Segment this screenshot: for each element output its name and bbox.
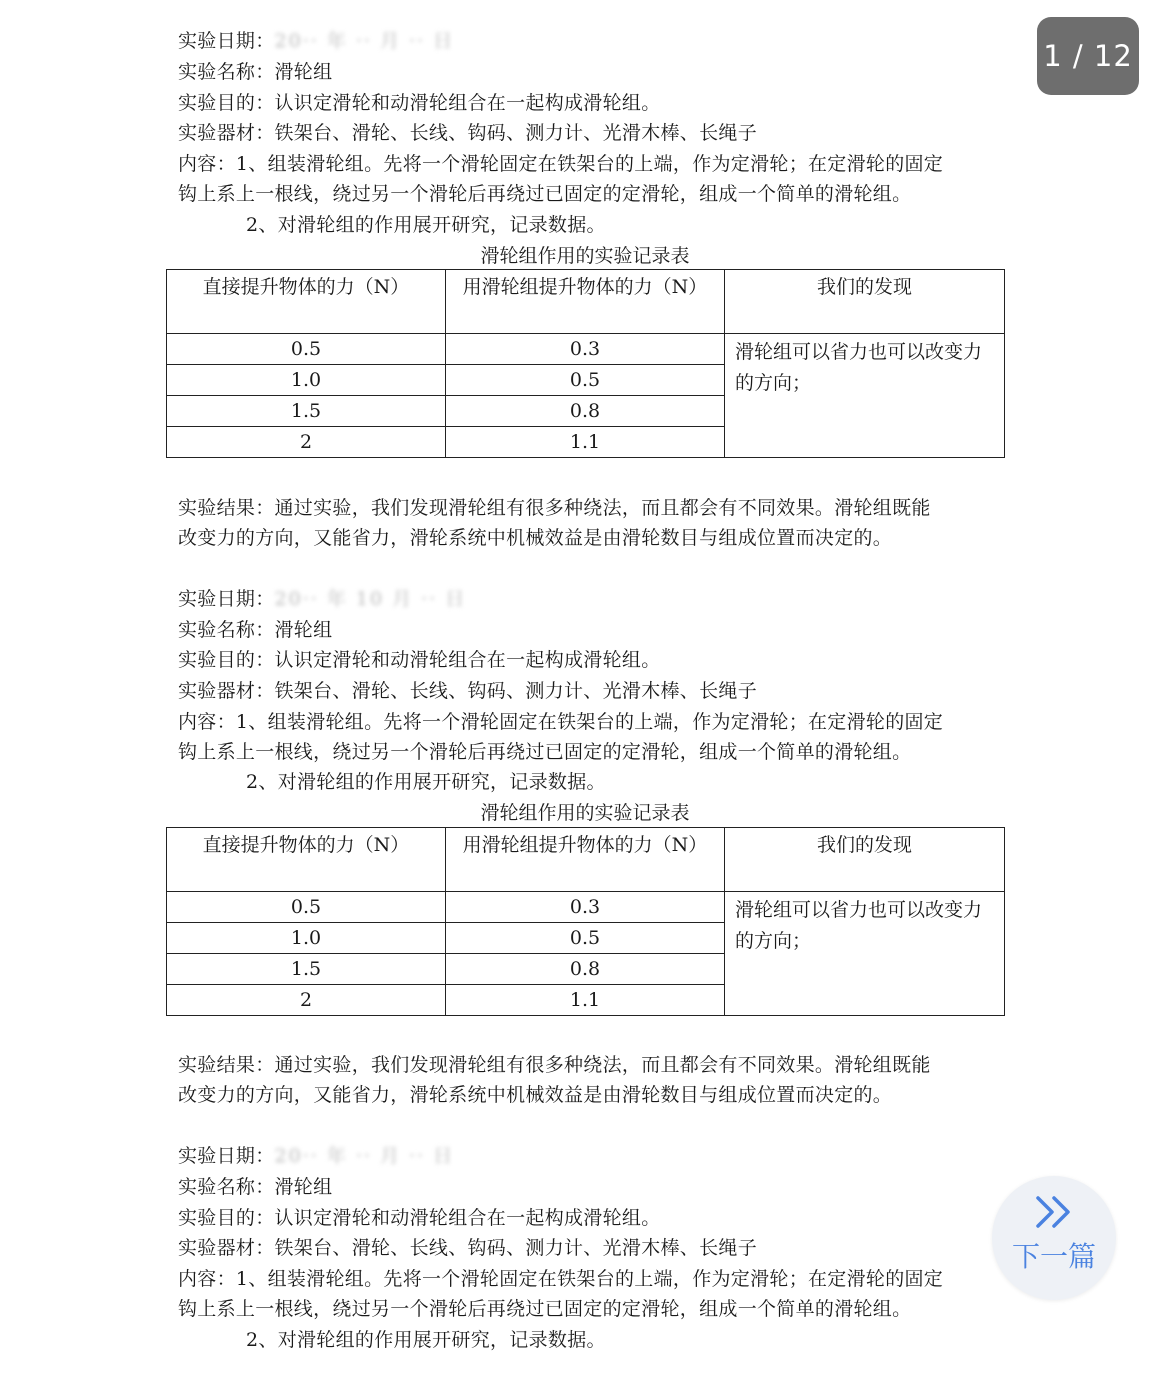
header-findings: 我们的发现 <box>725 270 1005 334</box>
table-row <box>167 334 1005 365</box>
header-direct-force: 直接提升物体的力（N） <box>167 828 446 892</box>
experiment-result: 实验结果：通过实验，我们发现滑轮组有很多种绕法，而且都会有不同效果。滑轮组既能 <box>178 1054 931 1076</box>
experiment-date <box>178 586 466 612</box>
experiment-content-2: 2、对滑轮组的作用展开研究，记录数据。 <box>246 771 606 793</box>
experiment-purpose: 实验目的：认识定滑轮和动滑轮组合在一起构成滑轮组。 <box>178 92 661 114</box>
table-title: 滑轮组作用的实验记录表 <box>480 245 690 267</box>
direct-force-cell: 1.0 <box>167 365 446 396</box>
experiment-name: 实验名称：滑轮组 <box>178 1176 333 1198</box>
findings-cell: 滑轮组可以省力也可以改变力的方向； <box>725 892 1005 1016</box>
pulley-force-cell: 1.1 <box>446 427 725 458</box>
experiment-equipment: 实验器材：铁架台、滑轮、长线、钩码、测力计、光滑木棒、长绳子 <box>178 1237 758 1259</box>
direct-force-cell: 1.0 <box>167 923 446 954</box>
experiment-result: 实验结果：通过实验，我们发现滑轮组有很多种绕法，而且都会有不同效果。滑轮组既能 <box>178 497 931 519</box>
pulley-force-cell: 0.5 <box>446 923 725 954</box>
experiment-content-1-cont: 钩上系上一根线，绕过另一个滑轮后再绕过已固定的定滑轮，组成一个简单的滑轮组。 <box>178 183 912 205</box>
findings-cell: 滑轮组可以省力也可以改变力的方向； <box>725 334 1005 458</box>
header-pulley-force: 用滑轮组提升物体的力（N） <box>446 828 725 892</box>
date-value-redacted: 20·· 年 10 月 ·· 日 <box>274 588 467 610</box>
table-title: 滑轮组作用的实验记录表 <box>480 802 690 824</box>
experiment-content-1: 内容：1、组装滑轮组。先将一个滑轮固定在铁架台的上端，作为定滑轮；在定滑轮的固定 <box>178 711 944 733</box>
date-label: 实验日期： <box>178 1145 275 1167</box>
date-value-redacted: 20·· 年 ·· 月 ·· 日 <box>274 30 455 52</box>
experiment-content-1: 内容：1、组装滑轮组。先将一个滑轮固定在铁架台的上端，作为定滑轮；在定滑轮的固定 <box>178 153 944 175</box>
experiment-date <box>178 28 454 54</box>
direct-force-cell: 1.5 <box>167 954 446 985</box>
experiment-equipment: 实验器材：铁架台、滑轮、长线、钩码、测力计、光滑木棒、长绳子 <box>178 122 758 144</box>
experiment-equipment: 实验器材：铁架台、滑轮、长线、钩码、测力计、光滑木棒、长绳子 <box>178 680 758 702</box>
double-chevron-right-icon <box>1030 1194 1078 1230</box>
date-label: 实验日期： <box>178 588 275 610</box>
pulley-force-cell: 0.3 <box>446 334 725 365</box>
header-direct-force: 直接提升物体的力（N） <box>167 270 446 334</box>
date-value-redacted: 20·· 年 ·· 月 ·· 日 <box>274 1145 455 1167</box>
table-header-row <box>167 270 1005 334</box>
page-indicator: 1 / 12 <box>1037 17 1139 95</box>
table-row <box>167 892 1005 923</box>
header-findings: 我们的发现 <box>725 828 1005 892</box>
experiment-content-1-cont: 钩上系上一根线，绕过另一个滑轮后再绕过已固定的定滑轮，组成一个简单的滑轮组。 <box>178 1298 912 1320</box>
experiment-result-cont: 改变力的方向，又能省力，滑轮系统中机械效益是由滑轮数目与组成位置而决定的。 <box>178 527 893 549</box>
experiment-date <box>178 1143 454 1169</box>
experiment-name: 实验名称：滑轮组 <box>178 619 333 641</box>
experiment-purpose: 实验目的：认识定滑轮和动滑轮组合在一起构成滑轮组。 <box>178 649 661 671</box>
pulley-force-cell: 0.8 <box>446 954 725 985</box>
experiment-content-1-cont: 钩上系上一根线，绕过另一个滑轮后再绕过已固定的定滑轮，组成一个简单的滑轮组。 <box>178 741 912 763</box>
direct-force-cell: 0.5 <box>167 334 446 365</box>
record-table <box>166 827 1005 1016</box>
direct-force-cell: 2 <box>167 427 446 458</box>
experiment-purpose: 实验目的：认识定滑轮和动滑轮组合在一起构成滑轮组。 <box>178 1207 661 1229</box>
direct-force-cell: 0.5 <box>167 892 446 923</box>
header-pulley-force: 用滑轮组提升物体的力（N） <box>446 270 725 334</box>
pulley-force-cell: 0.5 <box>446 365 725 396</box>
next-article-label: 下一篇 <box>1011 1240 1096 1273</box>
pulley-force-cell: 1.1 <box>446 985 725 1016</box>
experiment-content-2: 2、对滑轮组的作用展开研究，记录数据。 <box>246 214 606 236</box>
experiment-content-1: 内容：1、组装滑轮组。先将一个滑轮固定在铁架台的上端，作为定滑轮；在定滑轮的固定 <box>178 1268 944 1290</box>
pulley-force-cell: 0.8 <box>446 396 725 427</box>
experiment-name: 实验名称：滑轮组 <box>178 61 333 83</box>
table-header-row <box>167 828 1005 892</box>
experiment-content-2: 2、对滑轮组的作用展开研究，记录数据。 <box>246 1329 606 1351</box>
experiment-result-cont: 改变力的方向，又能省力，滑轮系统中机械效益是由滑轮数目与组成位置而决定的。 <box>178 1084 893 1106</box>
pulley-force-cell: 0.3 <box>446 892 725 923</box>
direct-force-cell: 1.5 <box>167 396 446 427</box>
record-table <box>166 269 1005 458</box>
date-label: 实验日期： <box>178 30 275 52</box>
next-article-button[interactable] <box>992 1176 1116 1300</box>
direct-force-cell: 2 <box>167 985 446 1016</box>
